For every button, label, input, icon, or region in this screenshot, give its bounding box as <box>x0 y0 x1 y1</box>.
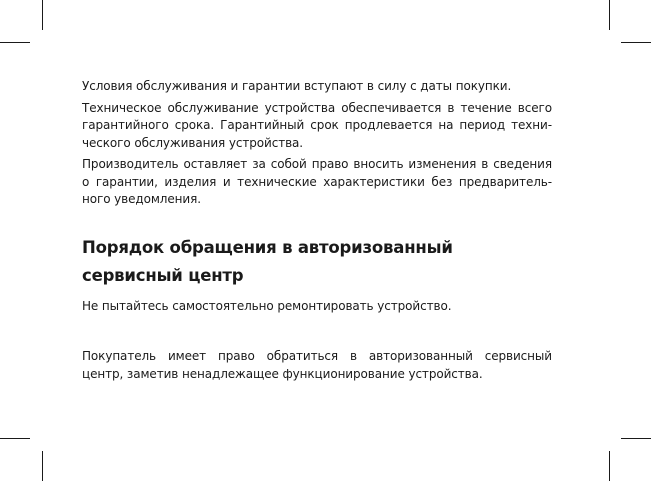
crop-mark-top-right-horizontal <box>621 42 651 43</box>
document-body <box>82 78 552 209</box>
text-line: центр, заметив ненадлежащее функционирование устройства. <box>82 366 483 381</box>
heading-line: Порядок обращения в авторизованный <box>82 238 453 257</box>
paragraph-service-center <box>82 348 552 383</box>
crop-mark-top-left-vertical <box>42 0 43 30</box>
paragraph-manufacturer-rights <box>82 156 552 209</box>
crop-mark-bottom-right-vertical <box>609 451 610 481</box>
paragraph-no-self-repair <box>82 298 552 316</box>
crop-mark-bottom-right-horizontal <box>621 438 651 439</box>
crop-mark-bottom-left-vertical <box>42 451 43 481</box>
text-line: Не пытайтесь самостоятельно ремонтировать устройство. <box>82 299 452 313</box>
text-line: Техническое обслуживание устройства обеспечивается в течение всего <box>82 100 552 115</box>
paragraph-warranty-start <box>82 78 552 96</box>
paragraph-maintenance <box>82 100 552 153</box>
section-heading <box>82 234 453 290</box>
crop-mark-top-right-vertical <box>609 0 610 30</box>
text-line: Производитель оставляет за собой право вносить изменения в сведения <box>82 157 552 171</box>
crop-mark-top-left-horizontal <box>0 42 30 43</box>
text-line: ного уведомления. <box>82 192 201 206</box>
text-line: ческого обслуживания устройства. <box>82 135 304 150</box>
text-line: гарантийного срока. Гарантийный срок продлевается на период техни- <box>82 118 552 132</box>
text-line: Покупатель имеет право обратиться в авторизованный сервисный <box>82 349 552 363</box>
crop-mark-bottom-left-horizontal <box>0 438 30 439</box>
heading-line: сервисный центр <box>82 266 244 285</box>
text-line: о гарантии, изделия и технические характеристики без предваритель- <box>82 174 552 189</box>
text-line: Условия обслуживания и гарантии вступают в силу с даты покупки. <box>82 79 512 93</box>
